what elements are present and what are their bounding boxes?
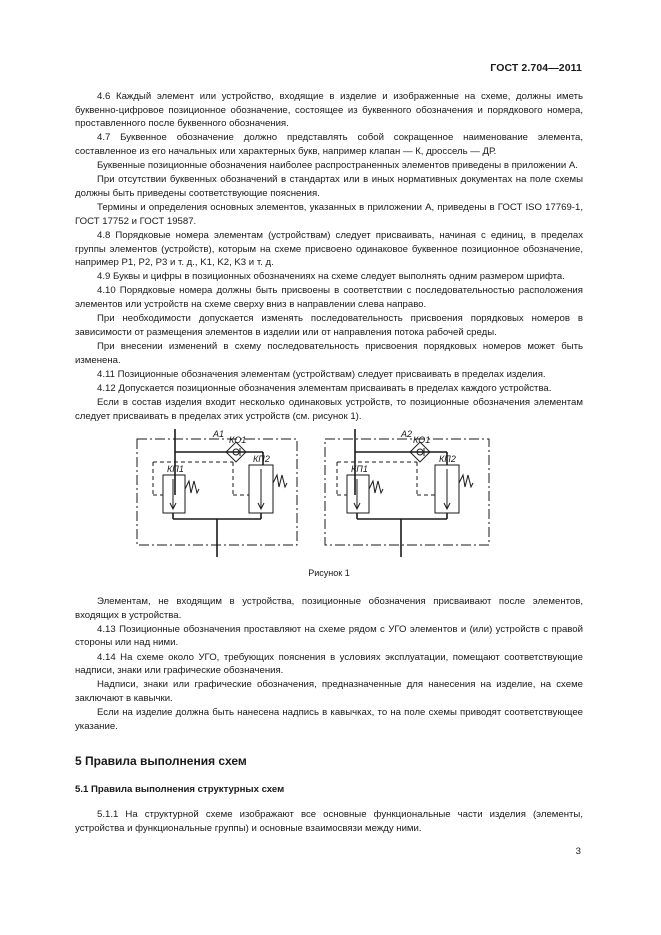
relief-valve-a1-kp1 <box>163 475 199 513</box>
element-label-kp1-a2: КП1 <box>351 464 368 475</box>
figure-1 <box>75 429 583 557</box>
relief-valve-a2-kp1 <box>347 475 383 513</box>
paragraph: 4.13 Позиционные обозначения проставляют на схеме рядом с УГО элементов и (или) устройств с правой стороны или над ними. <box>75 623 583 649</box>
subsection-heading: 5.1 Правила выполнения структурных схем <box>75 783 285 795</box>
element-label-kp1-a1: КП1 <box>167 464 184 475</box>
device-label-a1: А1 <box>213 429 225 440</box>
paragraph: 4.14 На схеме около УГО, требующих пояснения в условиях эксплуатации, помещают соответствующие надписи, знаки или графические обозначения. <box>75 651 583 677</box>
paragraph: 5.1.1 На структурной схеме изображают все основные функциональные части изделия (элементы, устройства и функциональные группы) и основные взаимосвязи между ними. <box>75 809 583 835</box>
page-body <box>75 90 583 836</box>
element-label-ko1-a1: КО1 <box>229 435 247 446</box>
relief-valve-a2-kp2 <box>435 465 473 513</box>
paragraph: 4.6 Каждый элемент или устройство, входящие в изделие и изображенные на схеме, должны иметь буквенно-цифровое позиционное обозначение, состоящее из буквенного обозначения и порядкового номера, проставленного после буквенного обозначения. <box>75 91 583 130</box>
page-number: 3 <box>575 846 581 857</box>
paragraph: Если в состав изделия входит несколько одинаковых устройств, то позиционные обозначения элементам следует присваивать в пределах этих устройств (см. рисунок 1). <box>75 397 583 422</box>
paragraph: 4.11 Позиционные обозначения элементам (устройствам) следует присваивать в пределах изделия. <box>97 368 546 380</box>
paragraph: 4.12 Допускается позиционные обозначения элементам присваивать в пределах каждого устройства. <box>97 383 552 394</box>
figure-caption: Рисунок 1 <box>308 568 350 579</box>
element-label-ko1-a2: КО1 <box>413 435 431 446</box>
document-code: ГОСТ 2.704—2011 <box>490 62 582 74</box>
device-a2-boundary <box>325 439 489 545</box>
element-label-kp2-a1: КП2 <box>253 454 270 465</box>
section-heading: 5 Правила выполнения схем <box>75 754 247 769</box>
paragraph: Если на изделие должна быть нанесена надпись в кавычках, то на поле схемы приводят соответствующее указание. <box>75 707 583 732</box>
paragraph: Термины и определения основных элементов, указанных в приложении А, приведены в ГОСТ ISO 17769-1, ГОСТ 17752 и ГОСТ 19587. <box>75 202 583 227</box>
paragraph: При отсутствии буквенных обозначений в стандартах или в иных нормативных документах на поле схемы должны быть приведены соответствующие пояснения. <box>75 174 583 199</box>
paragraph: 4.9 Буквы и цифры в позиционных обозначениях на схеме следует выполнять одним размером шрифта. <box>97 271 565 283</box>
relief-valve-a1-kp2 <box>249 465 287 513</box>
paragraph: Буквенные позиционные обозначения наиболее распространенных элементов приведены в приложении А. <box>97 160 578 172</box>
paragraph: При необходимости допускается изменять последовательность присвоения порядковых номеров в зависимости от размещения элементов в изделии или от направления потока рабочей среды. <box>75 313 583 338</box>
paragraph: Надписи, знаки или графические обозначения, предназначенные для нанесения на изделие, на схеме заключают в кавычки. <box>75 679 583 704</box>
paragraph: 4.10 Порядковые номера должны быть присвоены в соответствии с последовательностью расположения элементов или устройств на схеме сверху вниз в направлении слева направо. <box>75 285 583 311</box>
paragraph: При внесении изменений в схему последовательность присвоения порядковых номеров может быть изменена. <box>75 341 583 366</box>
paragraph: Элементам, не входящим в устройства, позиционные обозначения присваивают после элементов, входящих в устройства. <box>75 595 583 621</box>
paragraph: 4.8 Порядковые номера элементам (устройствам) следует присваивать, начиная с единиц, в пределах группы элементов (устройств), которым на схеме присвоено одинаковое буквенное позиционное обозначение, например P1, P2, P3 и т. д., K1, K2, K3 и т. д. <box>75 229 583 269</box>
hydraulic-schematic <box>125 429 545 557</box>
device-label-a2: А2 <box>401 429 413 440</box>
element-label-kp2-a2: КП2 <box>439 454 456 465</box>
paragraph: 4.7 Буквенное обозначение должно представлять собой сокращенное наименование элемента, составленное из его начальных или характерных букв, например клапан — К, дроссель — ДР. <box>75 132 583 157</box>
